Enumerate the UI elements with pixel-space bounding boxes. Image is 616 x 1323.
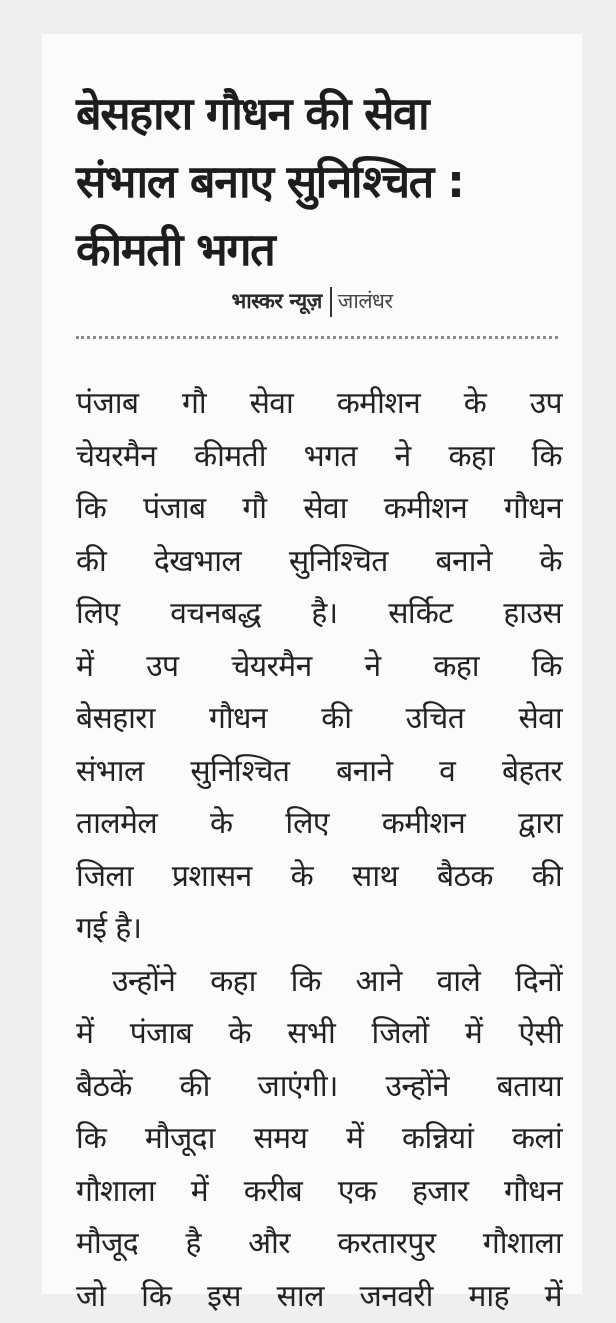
body-line: बैठकें की जाएंगी। उन्होंने बताया — [76, 1061, 562, 1114]
body-line: उन्होंने कहा कि आने वाले दिनों — [76, 956, 562, 1009]
body-line: तालमेल के लिए कमीशन द्वारा — [76, 798, 562, 851]
headline-line: संभाल बनाए सुनिश्चित : — [76, 148, 566, 216]
newspaper-clipping — [42, 34, 582, 1294]
body-line: संभाल सुनिश्चित बनाने व बेहतर — [76, 746, 562, 799]
dotted-divider — [76, 336, 558, 339]
body-line: बेसहारा गौधन की उचित सेवा — [76, 693, 562, 746]
headline-line: कीमती भगत — [76, 216, 566, 284]
body-line: जो कि इस साल जनवरी माह में — [76, 1271, 562, 1323]
body-line: में उप चेयरमैन ने कहा कि — [76, 641, 562, 694]
body-line: कि मौजूदा समय में कन्नियां कलां — [76, 1113, 562, 1166]
body-line: में पंजाब के सभी जिलों में ऐसी — [76, 1008, 562, 1061]
byline-separator — [330, 287, 332, 317]
body-line: लिए वचनबद्ध है। सर्किट हाउस — [76, 588, 562, 641]
body-line: जिला प्रशासन के साथ बैठक की — [76, 851, 562, 904]
paragraph-1 — [76, 378, 562, 956]
headline — [76, 80, 566, 284]
body-line: मौजूद है और करतारपुर गौशाला — [76, 1218, 562, 1271]
body-line: चेयरमैन कीमती भगत ने कहा कि — [76, 431, 562, 484]
byline — [42, 286, 582, 317]
paragraph-2 — [76, 956, 562, 1323]
body-line: कि पंजाब गौ सेवा कमीशन गौधन — [76, 483, 562, 536]
headline-line: बेसहारा गौधन की सेवा — [76, 80, 566, 148]
body-line: की देखभाल सुनिश्चित बनाने के — [76, 536, 562, 589]
body-line: गौशाला में करीब एक हजार गौधन — [76, 1166, 562, 1219]
byline-city: जालंधर — [338, 289, 393, 313]
body-line: पंजाब गौ सेवा कमीशन के उप — [76, 378, 562, 431]
body-line: गई है। — [76, 903, 562, 956]
byline-agency: भास्कर न्यूज़ — [231, 289, 321, 313]
article-body — [76, 378, 562, 1323]
